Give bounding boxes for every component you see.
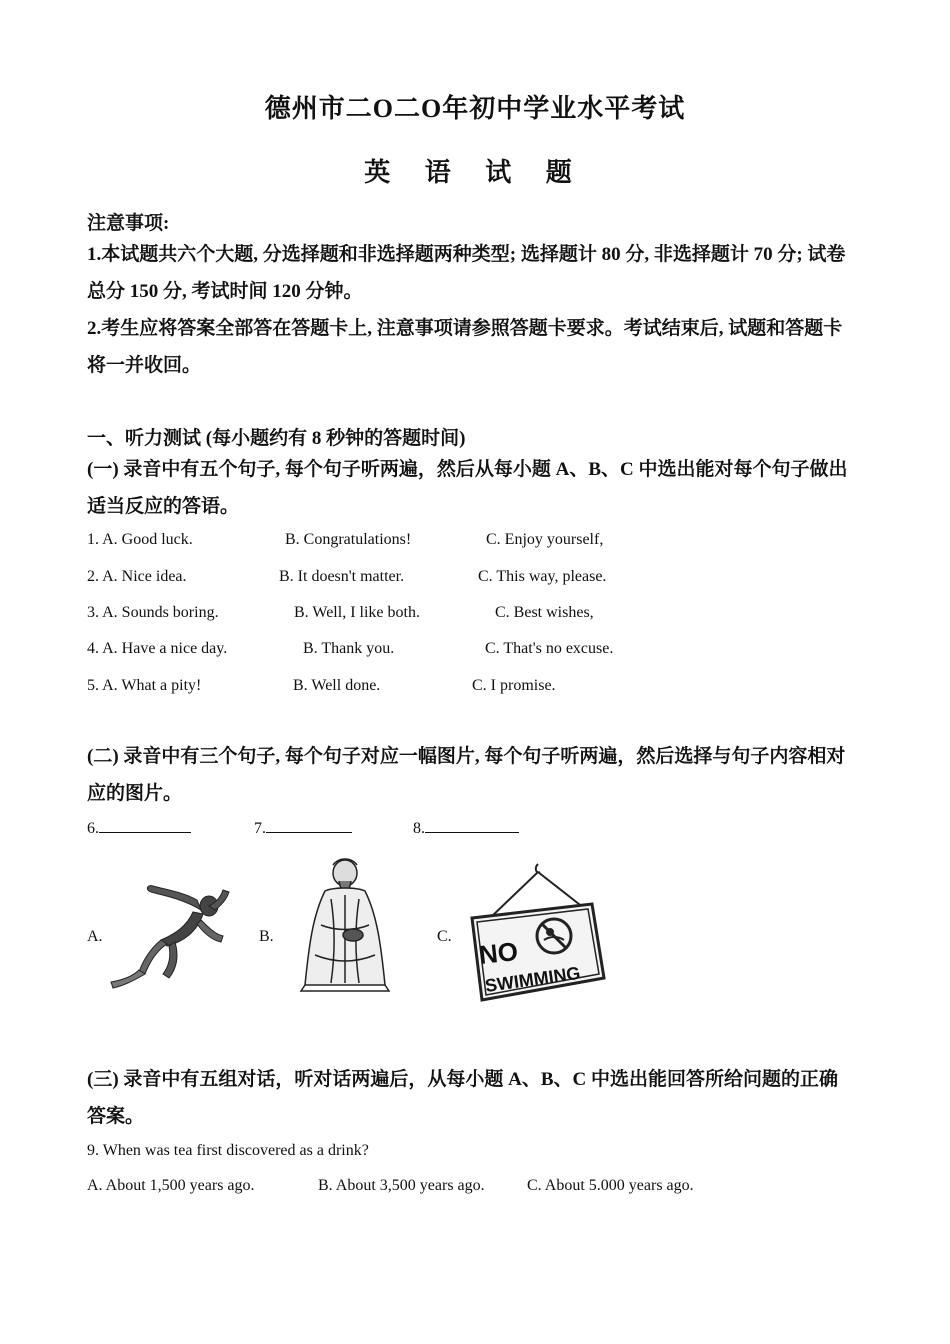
q9-question: 9. When was tea first discovered as a drink? — [87, 1142, 369, 1159]
notes-heading: 注意事项: — [87, 213, 170, 234]
no-swimming-sign-picture — [466, 860, 611, 1005]
q1-option-c: C. Enjoy yourself, — [486, 531, 604, 548]
part-2-instruction: (二) 录音中有三个句子, 每个句子对应一幅图片, 每个句子听两遍，然后选择与句子内容相对应的图片。 — [87, 746, 846, 804]
q2-option-c: C. This way, please. — [478, 568, 607, 585]
q9-option-c: C. About 5.000 years ago. — [527, 1177, 694, 1194]
q1-option-b: B. Congratulations! — [285, 531, 412, 548]
picture-label-b: B. — [259, 928, 274, 945]
q4-option-a: 4. A. Have a nice day. — [87, 640, 228, 657]
q5-option-a: 5. A. What a pity! — [87, 677, 202, 694]
sign-text-swimming: SWIMMING — [483, 962, 582, 996]
q2-option-a: 2. A. Nice idea. — [87, 568, 187, 585]
q4-option-c: C. That's no excuse. — [485, 640, 614, 657]
runner-picture — [105, 870, 235, 995]
sign-text-no: NO — [477, 936, 520, 970]
q4-option-b: B. Thank you. — [303, 640, 395, 657]
q9-option-b: B. About 3,500 years ago. — [318, 1177, 485, 1194]
q9-option-a: A. About 1,500 years ago. — [87, 1177, 255, 1194]
blank-7: 7. — [254, 818, 352, 838]
section-1-heading: 一、听力测试 (每小题约有 8 秒钟的答题时间) — [87, 428, 466, 449]
q5-option-b: B. Well done. — [293, 677, 381, 694]
q3-option-c: C. Best wishes, — [495, 604, 594, 621]
picture-label-a: A. — [87, 928, 103, 945]
blank-6: 6. — [87, 818, 191, 838]
q5-option-c: C. I promise. — [472, 677, 556, 694]
page-title: 德州市二O二O年初中学业水平考试 — [264, 94, 686, 123]
ancient-figure-picture — [295, 855, 395, 995]
blank-8: 8. — [413, 818, 519, 838]
q3-option-a: 3. A. Sounds boring. — [87, 604, 219, 621]
notes-item-1: 1.本试题共六个大题, 分选择题和非选择题两种类型; 选择题计 80 分, 非选择题计 70 分; 试卷总分 150 分, 考试时间 120 分钟。 — [87, 244, 846, 302]
picture-label-c: C. — [437, 928, 452, 945]
part-3-instruction: (三) 录音中有五组对话，听对话两遍后，从每小题 A、B、C 中选出能回答所给问题的正确答案。 — [87, 1069, 839, 1127]
q2-option-b: B. It doesn't matter. — [279, 568, 405, 585]
notes-item-2: 2.考生应将答案全部答在答题卡上, 注意事项请参照答题卡要求。考试结束后, 试题和答题卡将一并收回。 — [87, 318, 843, 376]
page-subtitle: 英 语 试 题 — [364, 158, 586, 187]
q3-option-b: B. Well, I like both. — [294, 604, 420, 621]
part-1-instruction: (一) 录音中有五个句子, 每个句子听两遍，然后从每小题 A、B、C 中选出能对每个句子做出适当反应的答语。 — [87, 459, 848, 517]
q1-option-a: 1. A. Good luck. — [87, 531, 193, 548]
